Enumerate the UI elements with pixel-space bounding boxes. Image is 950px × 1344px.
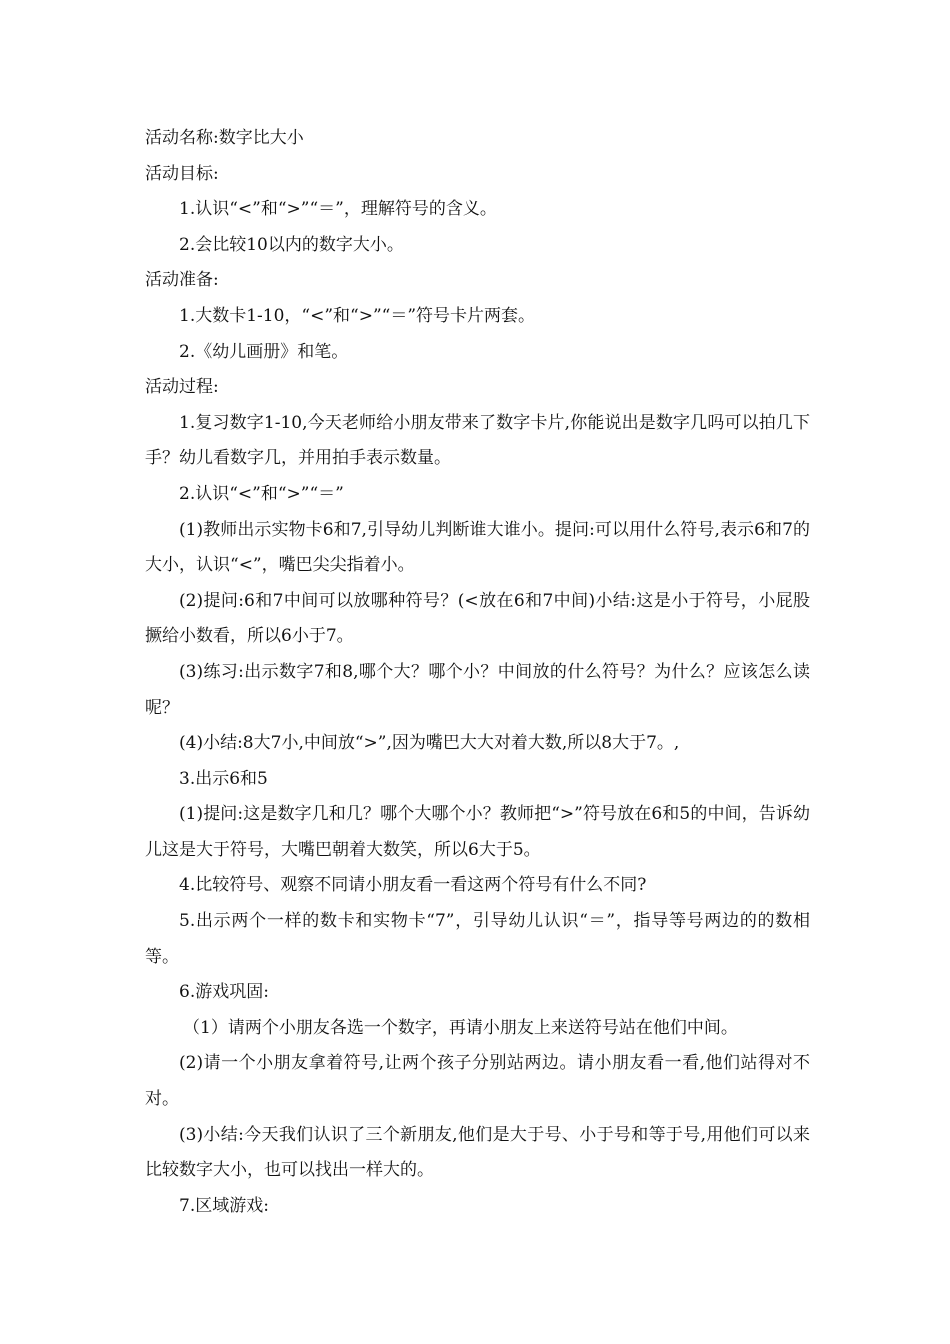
process-step-6-sub-3: (3)小结:今天我们认识了三个新朋友,他们是大于号、小于号和等于号,用他们可以来比较数字大小，也可以找出一样大的。 (145, 1124, 810, 1181)
preparation-item-1: 1.大数卡1-10，“<”和“>”“＝”符号卡片两套。 (179, 305, 536, 326)
process-step-2: 2.认识“<”和“>”“＝” (179, 483, 344, 504)
process-step-7: 7.区域游戏: (179, 1195, 269, 1216)
document-body (145, 121, 810, 1224)
process-step-1: 1.复习数字1-10,今天老师给小朋友带来了数字卡片,你能说出是数字几吗可以拍几下手？幼儿看数字几，并用拍手表示数量。 (145, 412, 810, 469)
process-step-2-sub-3: (3)练习:出示数字7和8,哪个大？哪个小？中间放的什么符号？为什么？应该怎么读呢？ (145, 661, 810, 718)
process-step-3-sub-1: (1)提问:这是数字几和几？哪个大哪个小？教师把“>”符号放在6和5的中间，告诉幼儿这是大于符号，大嘴巴朝着大数笑，所以6大于5。 (145, 804, 810, 860)
process-step-2-sub-1: (1)教师出示实物卡6和7,引导幼儿判断谁大谁小。提问:可以用什么符号,表示6和7的大小，认识“<”，嘴巴尖尖指着小。 (145, 519, 810, 576)
preparation-item-2: 2.《幼儿画册》和笔。 (179, 341, 349, 362)
process-step-3: 3.出示6和5 (179, 768, 268, 789)
process-heading: 活动过程: (145, 377, 219, 398)
preparation-heading: 活动准备: (145, 270, 219, 291)
goals-heading: 活动目标: (145, 163, 219, 184)
process-step-6: 6.游戏巩固: (179, 982, 269, 1003)
process-step-2-sub-4: (4)小结:8大7小,中间放“>”,因为嘴巴大大对着大数,所以8大于7。, (179, 733, 680, 754)
process-step-5: 5.出示两个一样的数卡和实物卡“7”，引导幼儿认识“＝”，指导等号两边的的数相等。 (145, 911, 810, 967)
process-step-6-sub-1: （1）请两个小朋友各选一个数字，再请小朋友上来送符号站在他们中间。 (183, 1017, 738, 1038)
activity-name: 活动名称:数字比大小 (145, 128, 304, 148)
goal-item-2: 2.会比较10以内的数字大小。 (179, 234, 404, 255)
process-step-6-sub-2: (2)请一个小朋友拿着符号,让两个孩子分别站两边。请小朋友看一看,他们站得对不对。 (145, 1053, 810, 1110)
process-step-4: 4.比较符号、观察不同请小朋友看一看这两个符号有什么不同? (179, 875, 647, 896)
process-step-2-sub-2: (2)提问:6和7中间可以放哪种符号？(<放在6和7中间)小结:这是小于符号，小屁股撅给小数看，所以6小于7。 (145, 590, 810, 647)
goal-item-1: 1.认识“<”和“>”“＝”，理解符号的含义。 (179, 199, 497, 220)
